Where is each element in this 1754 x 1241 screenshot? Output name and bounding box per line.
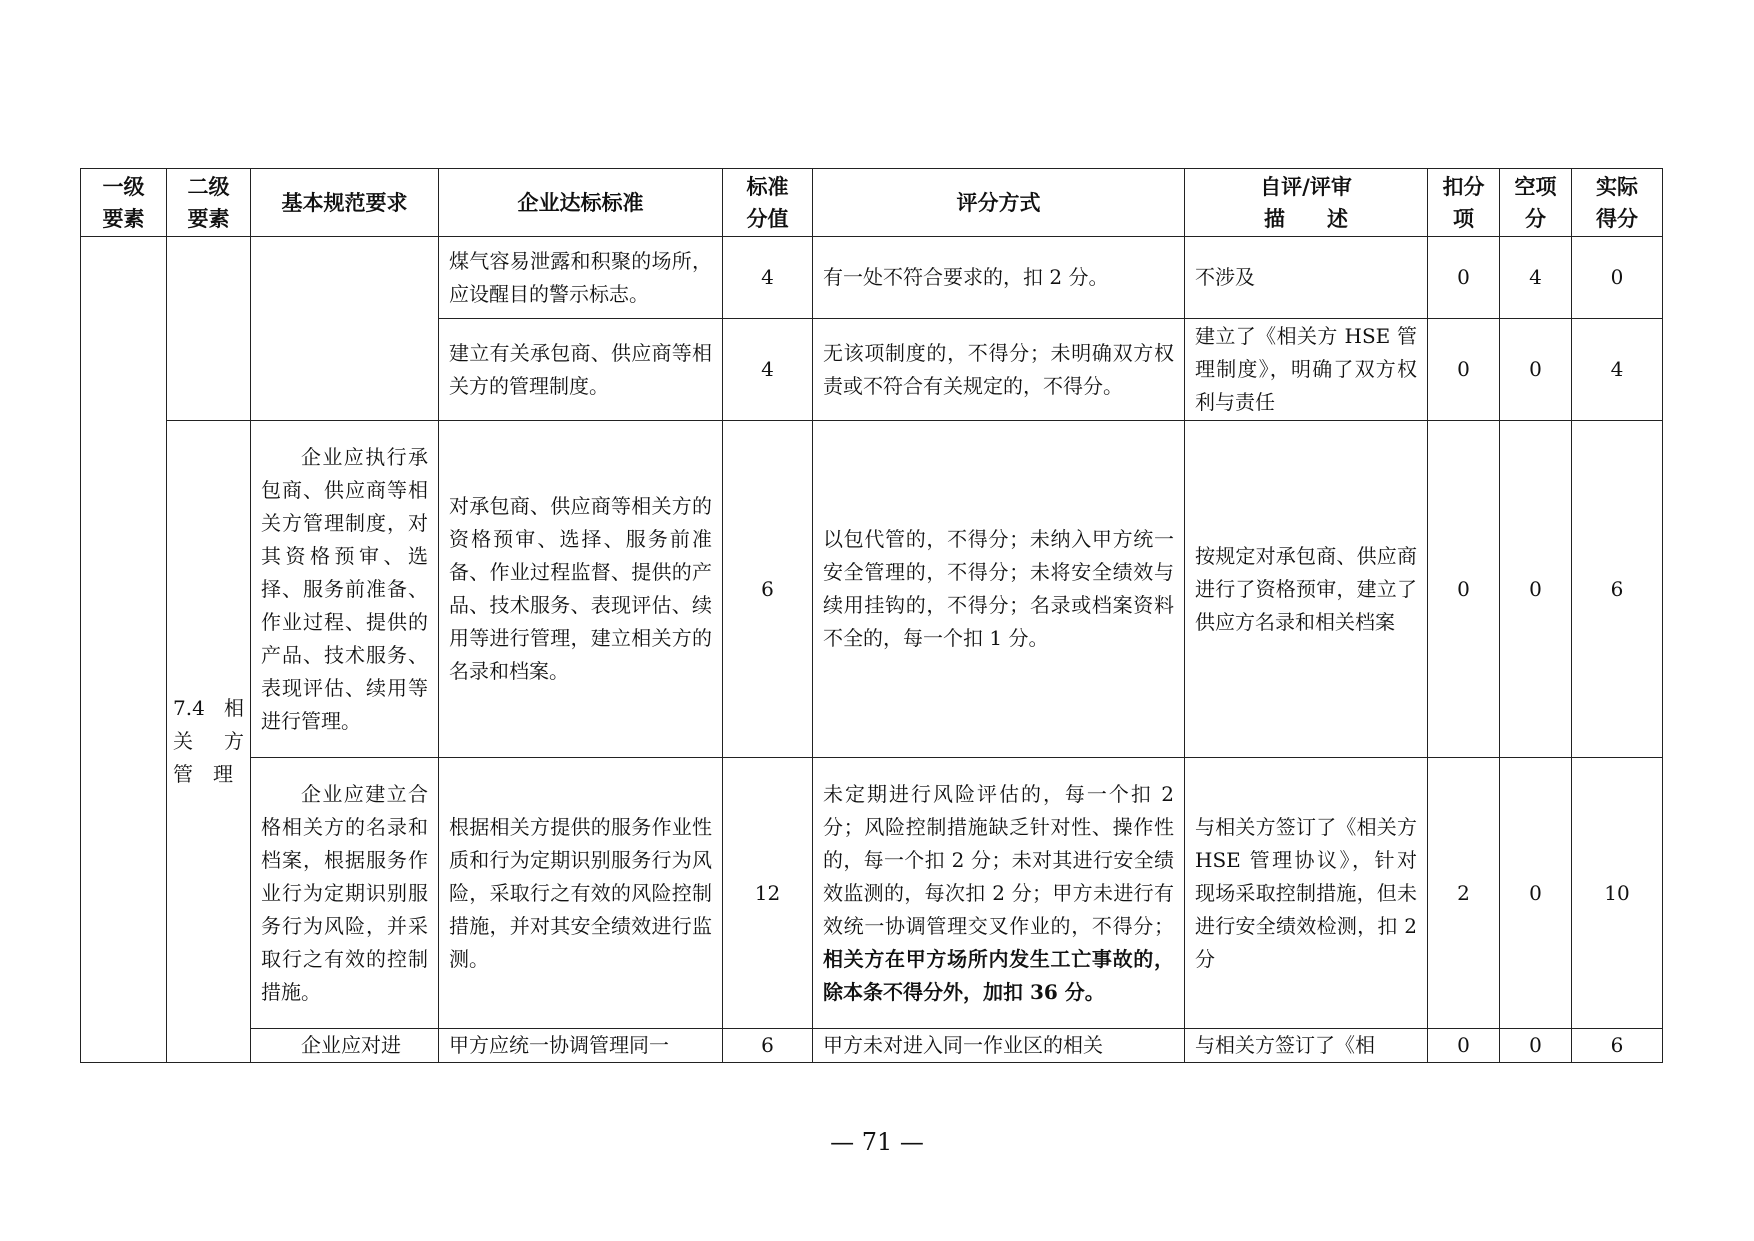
header-row [81, 169, 1663, 237]
table-row [81, 237, 1663, 319]
header-level2: 二级要素 [167, 169, 251, 237]
level1-cell [81, 237, 167, 1063]
deduct-cell: 0 [1428, 421, 1500, 758]
method-cell: 无该项制度的，不得分；未明确双方权责或不符合有关规定的，不得分。 [813, 319, 1185, 421]
requirement-cell [251, 237, 439, 421]
actual-cell: 10 [1572, 758, 1663, 1029]
header-score: 标准分值 [723, 169, 813, 237]
standard-cell: 煤气容易泄露和积聚的场所，应设醒目的警示标志。 [439, 237, 723, 319]
selfeval-cell: 按规定对承包商、供应商进行了资格预审，建立了供应方名录和相关档案 [1185, 421, 1428, 758]
header-level1: 一级要素 [81, 169, 167, 237]
empty-cell: 0 [1500, 1029, 1572, 1063]
header-requirement: 基本规范要求 [251, 169, 439, 237]
deduct-cell: 0 [1428, 1029, 1500, 1063]
score-cell: 4 [723, 237, 813, 319]
score-cell: 4 [723, 319, 813, 421]
actual-cell: 0 [1572, 237, 1663, 319]
standard-cell: 对承包商、供应商等相关方的资格预审、选择、服务前准备、作业过程监督、提供的产品、技术服务、表现评估、续用等进行管理，建立相关方的名录和档案。 [439, 421, 723, 758]
header-standard: 企业达标标准 [439, 169, 723, 237]
deduct-cell: 2 [1428, 758, 1500, 1029]
deduct-cell: 0 [1428, 319, 1500, 421]
standard-cell: 建立有关承包商、供应商等相关方的管理制度。 [439, 319, 723, 421]
method-cell: 以包代管的，不得分；未纳入甲方统一安全管理的，不得分；未将安全绩效与续用挂钩的，不得分；名录或档案资料不全的，每一个扣 1 分。 [813, 421, 1185, 758]
empty-cell: 0 [1500, 319, 1572, 421]
method-cell [813, 758, 1185, 1029]
empty-cell: 0 [1500, 421, 1572, 758]
standard-cell: 甲方应统一协调管理同一 [439, 1029, 723, 1063]
level2-element-cell: 7.4相 关 方 管 理 [167, 421, 251, 1063]
actual-cell: 6 [1572, 421, 1663, 758]
empty-cell: 4 [1500, 237, 1572, 319]
table-row [81, 421, 1663, 758]
header-method: 评分方式 [813, 169, 1185, 237]
evaluation-table [80, 168, 1663, 1063]
deduct-cell: 0 [1428, 237, 1500, 319]
header-actual: 实际得分 [1572, 169, 1663, 237]
level2-cell-empty [167, 237, 251, 421]
empty-cell: 0 [1500, 758, 1572, 1029]
requirement-cell: 企业应执行承包商、供应商等相关方管理制度，对其资格预审、选择、服务前准备、作业过程、提供的产品、技术服务、表现评估、续用等进行管理。 [251, 421, 439, 758]
standard-cell: 根据相关方提供的服务作业性质和行为定期识别服务行为风险，采取行之有效的风险控制措施，并对其安全绩效进行监测。 [439, 758, 723, 1029]
header-selfeval: 自评/评审 描 述 [1185, 169, 1428, 237]
actual-cell: 6 [1572, 1029, 1663, 1063]
score-cell: 6 [723, 421, 813, 758]
selfeval-cell: 建立了《相关方 HSE 管理制度》，明确了双方权利与责任 [1185, 319, 1428, 421]
score-cell: 6 [723, 1029, 813, 1063]
method-bold-text: 相关方在甲方场所内发生工亡事故的，除本条不得分外，加扣 36 分。 [823, 946, 1174, 1004]
header-deduct: 扣分项 [1428, 169, 1500, 237]
header-empty: 空项分 [1500, 169, 1572, 237]
score-cell: 12 [723, 758, 813, 1029]
page-number: — 71 — [830, 1128, 924, 1156]
selfeval-cell: 不涉及 [1185, 237, 1428, 319]
table-row [81, 1029, 1663, 1063]
method-cell: 甲方未对进入同一作业区的相关 [813, 1029, 1185, 1063]
method-cell: 有一处不符合要求的，扣 2 分。 [813, 237, 1185, 319]
method-text: 未定期进行风险评估的，每一个扣 2 分；风险控制措施缺乏针对性、操作性的，每一个扣 2 分；未对其进行安全绩效监测的，每次扣 2 分；甲方未进行有效统一协调管理交叉作业的，不得分； [823, 781, 1174, 938]
selfeval-cell: 与相关方签订了《相关方 HSE 管理协议》，针对现场采取控制措施，但未进行安全绩效检测，扣 2 分 [1185, 758, 1428, 1029]
table-row [81, 758, 1663, 1029]
selfeval-cell: 与相关方签订了《相 [1185, 1029, 1428, 1063]
requirement-cell: 企业应对进 [251, 1029, 439, 1063]
requirement-cell: 企业应建立合格相关方的名录和档案，根据服务作业行为定期识别服务行为风险，并采取行之有效的控制措施。 [251, 758, 439, 1029]
actual-cell: 4 [1572, 319, 1663, 421]
